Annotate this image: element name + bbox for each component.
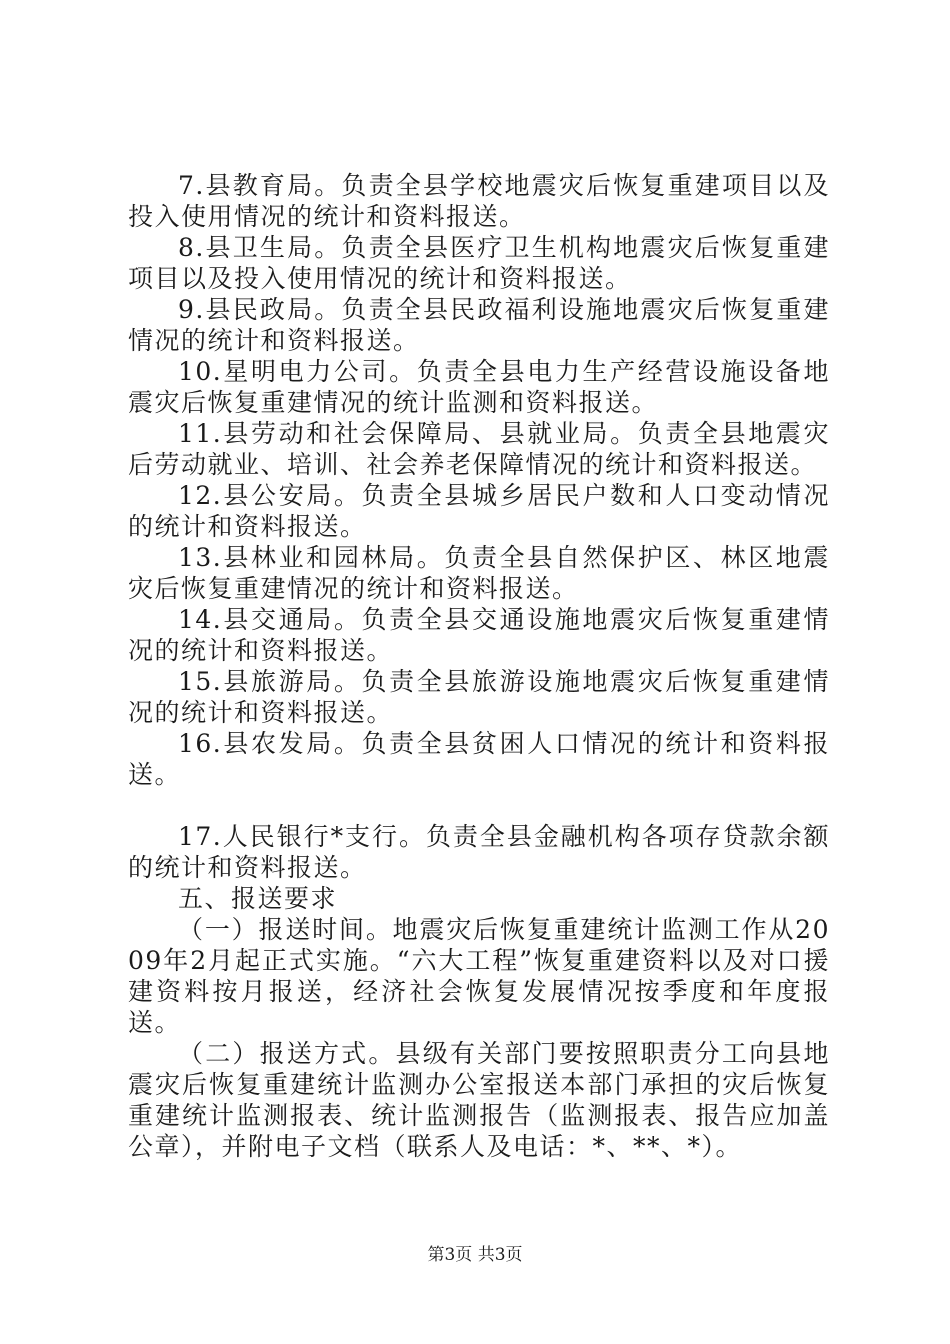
paragraph-item-7: 7.县教育局。负责全县学校地震灾后恢复重建项目以及投入使用情况的统计和资料报送。 [128,171,830,231]
document-body [128,170,830,1162]
page-number-footer: 第3页 共3页 [427,1245,523,1265]
paragraph-item-12: 12.县公安局。负责全县城乡居民户数和人口变动情况的统计和资料报送。 [128,481,830,541]
paragraph-item-17: 17.人民银行*支行。负责全县金融机构各项存贷款余额的统计和资料报送。 [128,822,830,882]
paragraph-item-15: 15.县旅游局。负责全县旅游设施地震灾后恢复重建情况的统计和资料报送。 [128,667,830,727]
paragraph-report-time: （一）报送时间。地震灾后恢复重建统计监测工作从2009年2月起正式实施。“六大工程”恢复重建资料以及对口援建资料按月报送，经济社会恢复发展情况按季度和年度报送。 [128,915,830,1037]
paragraph-item-13: 13.县林业和园林局。负责全县自然保护区、林区地震灾后恢复重建情况的统计和资料报送。 [128,543,830,603]
section-heading: 五、报送要求 [178,884,338,913]
paragraph-item-9: 9.县民政局。负责全县民政福利设施地震灾后恢复重建情况的统计和资料报送。 [128,295,830,355]
paragraph-item-14: 14.县交通局。负责全县交通设施地震灾后恢复重建情况的统计和资料报送。 [128,605,830,665]
paragraph-item-8: 8.县卫生局。负责全县医疗卫生机构地震灾后恢复重建项目以及投入使用情况的统计和资料报送。 [128,233,830,293]
paragraph-item-10: 10.星明电力公司。负责全县电力生产经营设施设备地震灾后恢复重建情况的统计监测和资料报送。 [128,357,830,417]
paragraph-item-11: 11.县劳动和社会保障局、县就业局。负责全县地震灾后劳动就业、培训、社会养老保障情况的统计和资料报送。 [128,419,830,479]
paragraph-report-method: （二）报送方式。县级有关部门要按照职责分工向县地震灾后恢复重建统计监测办公室报送本部门承担的灾后恢复重建统计监测报表、统计监测报告（监测报表、报告应加盖公章），并附电子文档（联系人及电话：*、**、*）。 [128,1039,830,1161]
paragraph-item-16: 16.县农发局。负责全县贫困人口情况的统计和资料报送。 [128,729,830,789]
